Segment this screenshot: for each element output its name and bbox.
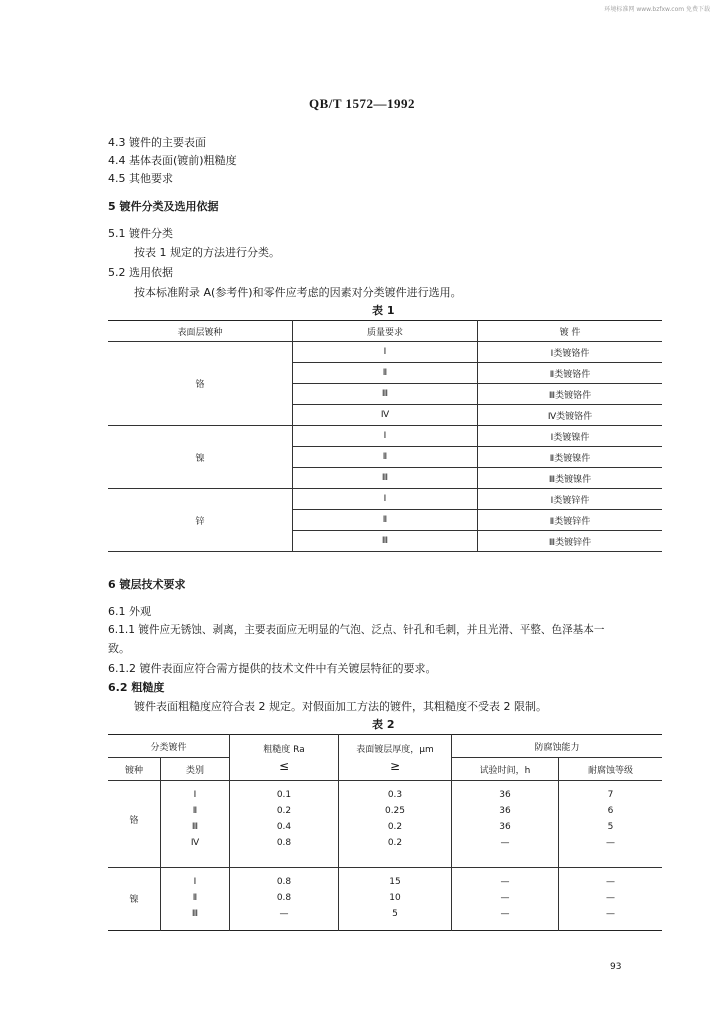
- table-1-cell: Ⅱ类镀镍件: [478, 447, 663, 468]
- table-1-cell: Ⅲ类镀铬件: [478, 384, 663, 405]
- page-header: QB/T 1572—1992: [308, 96, 416, 111]
- clause-5-2-text: 按本标准附录 A(参考件)和零件应考虑的因素对分类镀件进行选用。: [134, 286, 462, 299]
- clause-5-1-text: 按表 1 规定的方法进行分类。: [134, 246, 280, 259]
- table-row: [108, 835, 662, 851]
- table-2-cell: 0.1: [230, 787, 339, 803]
- table-2-cell: 5: [607, 822, 614, 832]
- table-2-plating-nickel: 镍: [108, 874, 161, 922]
- clause-4-3: 4.3 镀件的主要表面: [108, 136, 206, 149]
- table-2-cell: 5: [339, 906, 452, 922]
- table-2-cell: 7: [607, 790, 614, 800]
- table-2-header-test-time: 试验时间，h: [452, 758, 559, 781]
- table-2-cell: 15: [339, 874, 452, 890]
- table-2-cell: —: [606, 877, 615, 887]
- clause-6-1-1-text-cont: 致。: [108, 642, 130, 655]
- table-2-cell: Ⅳ: [161, 835, 230, 851]
- table-row: [108, 787, 662, 803]
- table-2-cell: 0.3: [339, 787, 452, 803]
- table-1-plating-chrome: 铬: [108, 342, 293, 426]
- table-2-cell: —: [452, 835, 559, 851]
- table-1-cell: Ⅳ类镀铬件: [478, 405, 663, 426]
- table-2-cell: 6: [607, 806, 614, 816]
- table-row: [108, 819, 662, 835]
- table-2-cell: 0.2: [230, 803, 339, 819]
- table-2-cell: Ⅱ: [161, 890, 230, 906]
- table-2-header-classify: 分类镀件: [108, 735, 230, 758]
- table-2-cell: 0.8: [230, 835, 339, 851]
- table-1-caption: 表 1: [372, 304, 395, 317]
- table-2-cell: —: [606, 838, 615, 848]
- table-2-header-corrosion: 防腐蚀能力: [452, 735, 663, 758]
- table-1-cell: Ⅲ类镀锌件: [478, 531, 663, 552]
- table-2-cell: 10: [339, 890, 452, 906]
- clause-5-2: 5.2 选用依据: [108, 266, 173, 279]
- table-1-plating-zinc: 锌: [108, 489, 293, 552]
- watermark: 环境标准网 www.bzfxw.com 免费下载: [604, 6, 710, 13]
- table-2-cell: 0.4: [230, 819, 339, 835]
- table-1-cell: Ⅱ: [293, 510, 478, 531]
- clause-6-1: 6.1 外观: [108, 605, 151, 618]
- table-1-cell: Ⅲ: [293, 384, 478, 405]
- table-2-header-category: 类别: [161, 758, 230, 781]
- table-2-header-thickness-symbol: ≥: [389, 759, 401, 773]
- table-row: [108, 489, 662, 510]
- table-1: [108, 320, 662, 552]
- table-2-cell: 0.8: [230, 890, 339, 906]
- table-2-cell: Ⅰ: [161, 787, 230, 803]
- table-1-cell: Ⅰ: [293, 426, 478, 447]
- table-2-cell: 36: [452, 819, 559, 835]
- table-1-header-plating: 表面层镀种: [108, 321, 293, 342]
- table-1-cell: Ⅲ类镀镍件: [478, 468, 663, 489]
- clause-4-5: 4.5 其他要求: [108, 172, 173, 185]
- table-2-header-grade: 耐腐蚀等级: [559, 758, 663, 781]
- table-1-cell: Ⅲ: [293, 468, 478, 489]
- table-2-cell: Ⅲ: [161, 819, 230, 835]
- table-2-cell: —: [452, 906, 559, 922]
- table-2-cell: Ⅰ: [161, 874, 230, 890]
- table-2-cell: 36: [452, 787, 559, 803]
- clause-6-2-text: 镀件表面粗糙度应符合表 2 规定。对假面加工方法的镀件，其粗糙度不受表 2 限制。: [134, 700, 547, 713]
- clause-6-2: 6.2 粗糙度: [108, 681, 165, 694]
- table-1-cell: Ⅲ: [293, 531, 478, 552]
- table-2-cell: 0.2: [339, 835, 452, 851]
- table-2-header-roughness-label: 粗糙度 Ra: [263, 745, 305, 755]
- table-2: [108, 734, 662, 931]
- table-2-plating-chrome: 铬: [108, 787, 161, 851]
- section-6-title: 6 镀层技术要求: [108, 578, 186, 591]
- table-2-header-thickness: [339, 735, 452, 781]
- table-1-cell: Ⅰ类镀铬件: [478, 342, 663, 363]
- table-row: [108, 803, 662, 819]
- table-2-header-type: 镀种: [108, 758, 161, 781]
- table-2-cell: —: [452, 890, 559, 906]
- clause-6-1-2-text: 6.1.2 镀件表面应符合需方提供的技术文件中有关镀层特征的要求。: [108, 662, 437, 675]
- table-row: [108, 906, 662, 922]
- table-2-cell: 0.2: [339, 819, 452, 835]
- table-1-cell: Ⅳ: [293, 405, 478, 426]
- page-number: 93: [610, 962, 622, 972]
- table-row: [108, 342, 662, 363]
- table-2-cell: Ⅱ: [161, 803, 230, 819]
- table-2-cell: 0.25: [339, 803, 452, 819]
- table-2-cell: —: [606, 909, 615, 919]
- table-1-cell: Ⅰ类镀镍件: [478, 426, 663, 447]
- table-1-cell: Ⅱ类镀铬件: [478, 363, 663, 384]
- table-2-header-thickness-label: 表面镀层厚度，μm: [356, 745, 434, 755]
- table-1-plating-nickel: 镍: [108, 426, 293, 489]
- table-1-header-part: 镀 件: [478, 321, 663, 342]
- table-2-cell: Ⅲ: [161, 906, 230, 922]
- table-2-cell: 36: [452, 803, 559, 819]
- table-2-header-roughness: [230, 735, 339, 781]
- table-1-header-quality: 质量要求: [293, 321, 478, 342]
- clause-4-4: 4.4 基体表面(镀前)粗糙度: [108, 154, 237, 167]
- clause-6-1-1-text: 6.1.1 镀件应无锈蚀、剥离，主要表面应无明显的气泡、泛点、针孔和毛刺，并且光滑、平整、色泽基本一: [108, 624, 605, 636]
- table-2-caption: 表 2: [372, 718, 395, 731]
- table-2-cell: 0.8: [230, 874, 339, 890]
- table-1-cell: Ⅰ类镀锌件: [478, 489, 663, 510]
- table-row: [108, 874, 662, 890]
- table-1-cell: Ⅱ: [293, 447, 478, 468]
- table-2-cell: —: [606, 893, 615, 903]
- table-1-cell: Ⅱ: [293, 363, 478, 384]
- table-2-cell: —: [452, 874, 559, 890]
- clause-5-1: 5.1 镀件分类: [108, 227, 173, 240]
- table-row: [108, 426, 662, 447]
- table-2-header-roughness-symbol: ≤: [278, 759, 290, 773]
- table-1-cell: Ⅰ: [293, 489, 478, 510]
- table-1-cell: Ⅰ: [293, 342, 478, 363]
- table-row: [108, 890, 662, 906]
- table-2-cell: —: [230, 906, 339, 922]
- table-1-cell: Ⅱ类镀锌件: [478, 510, 663, 531]
- section-5-title: 5 镀件分类及选用依据: [108, 200, 219, 213]
